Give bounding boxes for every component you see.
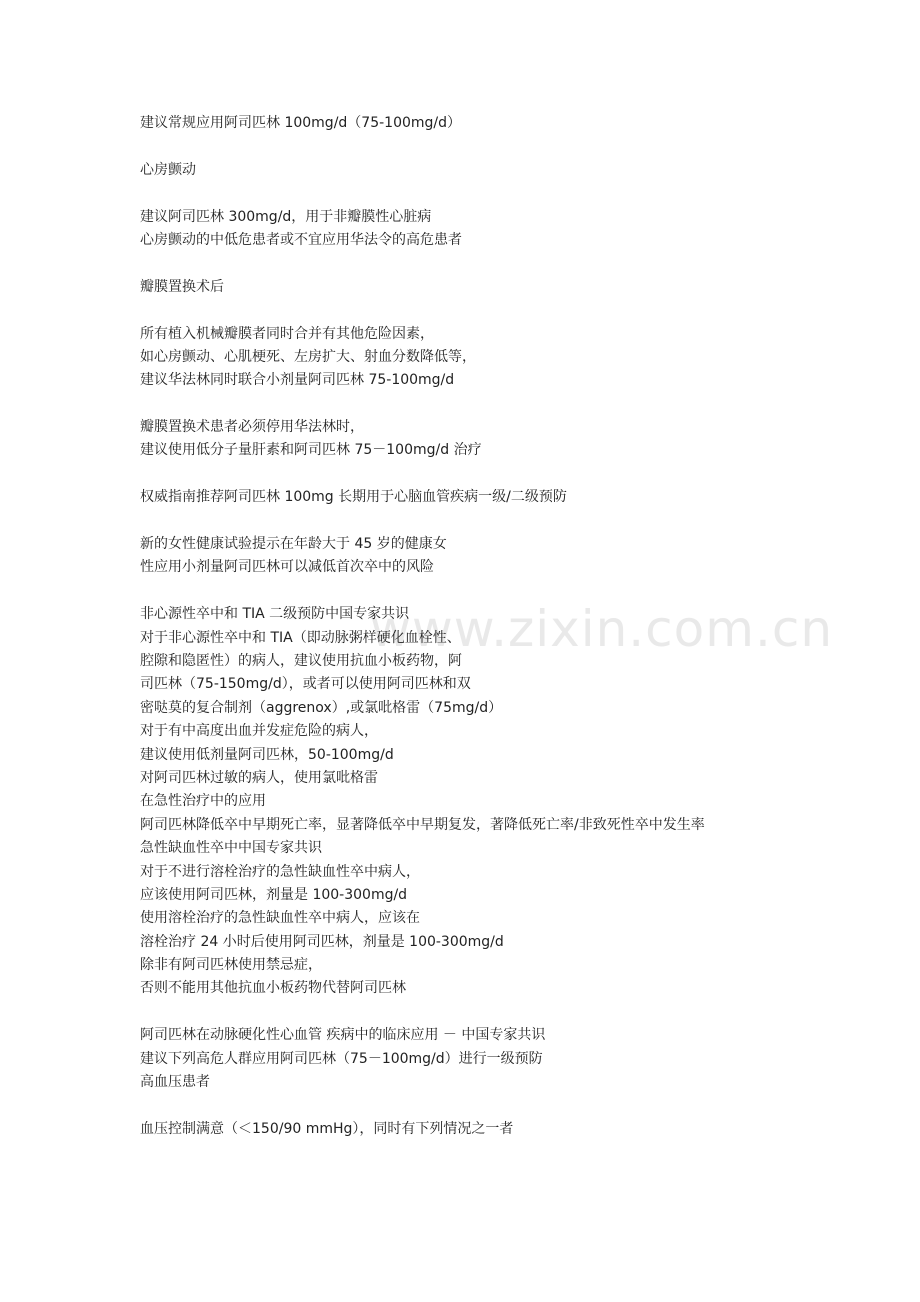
text-line: 新的女性健康试验提示在年龄大于 45 岁的健康女 bbox=[140, 536, 447, 553]
blank-line bbox=[140, 252, 900, 275]
text-line: 非心源性卒中和 TIA 二级预防中国专家共识 bbox=[140, 606, 410, 623]
text-line: 对于非心源性卒中和 TIA（即动脉粥样硬化血栓性、 bbox=[140, 629, 461, 646]
text-line: 腔隙和隐匿性）的病人，建议使用抗血小板药物，阿 bbox=[140, 652, 462, 669]
text-line: 阿司匹林降低卒中早期死亡率，显著降低卒中早期复发，著降低死亡率/非致死性卒中发生率 bbox=[140, 816, 705, 833]
text-line: 权威指南推荐阿司匹林 100mg 长期用于心脑血管疾病一级/二级预防 bbox=[140, 489, 567, 506]
text-line: 心房颤动的中低危患者或不宜应用华法令的高危患者 bbox=[140, 231, 462, 248]
text-line: 性应用小剂量阿司匹林可以减低首次卒中的风险 bbox=[140, 559, 434, 576]
text-line: 急性缺血性卒中中国专家共识 bbox=[140, 840, 322, 857]
document-body bbox=[140, 112, 900, 1141]
blank-line bbox=[140, 1094, 900, 1117]
blank-line bbox=[140, 182, 900, 205]
text-line: 瓣膜置换术后 bbox=[140, 278, 224, 295]
text-line: 应该使用阿司匹林，剂量是 100-300mg/d bbox=[140, 886, 408, 903]
text-line: 高血压患者 bbox=[140, 1074, 210, 1091]
blank-line bbox=[140, 299, 900, 322]
text-line: 司匹林（75-150mg/d），或者可以使用阿司匹林和双 bbox=[140, 676, 471, 693]
text-line: 使用溶栓治疗的急性缺血性卒中病人，应该在 bbox=[140, 910, 420, 927]
text-line: 对于有中高度出血并发症危险的病人， bbox=[140, 723, 378, 740]
blank-line bbox=[140, 580, 900, 603]
text-line: 密哒莫的复合制剂（aggrenox）,或氯吡格雷（75mg/d） bbox=[140, 699, 503, 716]
blank-line bbox=[140, 1001, 900, 1024]
text-line: 心房颤动 bbox=[140, 161, 196, 178]
text-line: 血压控制满意（＜150/90 mmHg），同时有下列情况之一者 bbox=[140, 1120, 514, 1137]
text-line: 除非有阿司匹林使用禁忌症， bbox=[140, 957, 322, 974]
text-line: 建议下列高危人群应用阿司匹林（75－100mg/d）进行一级预防 bbox=[140, 1050, 543, 1067]
text-line: 建议使用低剂量阿司匹林，50-100mg/d bbox=[140, 746, 394, 763]
text-line: 对于不进行溶栓治疗的急性缺血性卒中病人， bbox=[140, 863, 420, 880]
text-line: 所有植入机械瓣膜者同时合并有其他危险因素， bbox=[140, 325, 434, 342]
text-line: 如心房颤动、心肌梗死、左房扩大、射血分数降低等， bbox=[140, 348, 476, 365]
text-line: 否则不能用其他抗血小板药物代替阿司匹林 bbox=[140, 980, 406, 997]
blank-line bbox=[140, 393, 900, 416]
blank-line bbox=[140, 463, 900, 486]
text-line: 对阿司匹林过敏的病人，使用氯吡格雷 bbox=[140, 769, 378, 786]
blank-line bbox=[140, 135, 900, 158]
text-line: 溶栓治疗 24 小时后使用阿司匹林，剂量是 100-300mg/d bbox=[140, 933, 504, 950]
text-line: 在急性治疗中的应用 bbox=[140, 793, 266, 810]
text-line: 建议常规应用阿司匹林 100mg/d（75-100mg/d） bbox=[140, 115, 462, 131]
blank-line bbox=[140, 510, 900, 533]
text-line: 建议阿司匹林 300mg/d，用于非瓣膜性心脏病 bbox=[140, 208, 432, 225]
text-line: 瓣膜置换术患者必须停用华法林时， bbox=[140, 419, 364, 436]
text-line: 建议使用低分子量肝素和阿司匹林 75－100mg/d 治疗 bbox=[140, 442, 482, 459]
watermark: www.zixin.com.cn bbox=[370, 600, 834, 658]
text-line: 阿司匹林在动脉硬化性心血管 疾病中的临床应用 － 中国专家共识 bbox=[140, 1027, 546, 1044]
text-line: 建议华法林同时联合小剂量阿司匹林 75-100mg/d bbox=[140, 372, 455, 389]
